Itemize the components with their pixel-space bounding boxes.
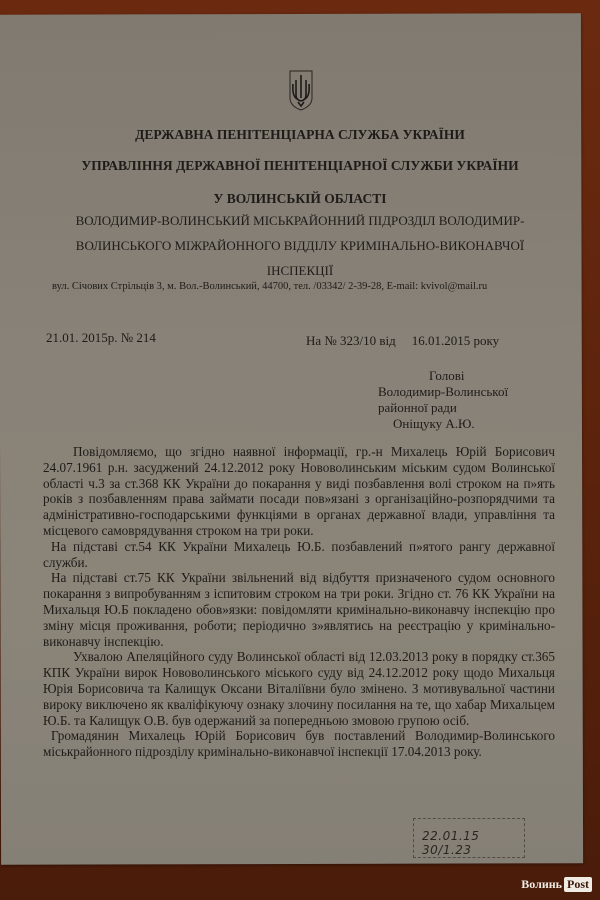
addressee-line: Голові <box>429 368 465 383</box>
ukraine-trident-icon <box>288 68 314 112</box>
unit-line: ВОЛОДИМИР-ВОЛИНСЬКИЙ МІСЬКРАЙОННИЙ ПІДРОЗДІЛ ВОЛОДИМИР- <box>75 213 525 228</box>
watermark-post: Post <box>564 877 592 892</box>
header-unit <box>40 208 560 283</box>
registration-date-number: 21.01. 2015р. № 214 <box>46 330 156 345</box>
watermark-brand: Волинь <box>521 877 562 891</box>
reference-number <box>306 333 499 349</box>
paragraph: На підставі ст.54 КК України Михалець Ю.Б. позбавлений п»ятого рангу державної служби. <box>43 538 555 570</box>
registration-stamp: 22.01.15 30/1.23 <box>413 818 525 858</box>
reference-prefix: На № 323/10 від <box>306 333 396 348</box>
paragraph: Повідомляємо, що згідно наявної інформації, гр.-н Михалець Юрій Борисович 24.07.1961 р.н. засуджений 24.12.2012 року Нововолинським міським судом Волинської області ч.3 за ст.368 КК України до покарання у виді позбавлення волі строком на п»ять років з позбавленням права займати посади пов»язані з організаційно-розпорядчими та адміністративно-господарськими функціями в органах державної влади, управління та місцевого самоврядування строком на три роки. <box>43 444 555 538</box>
contact-address: вул. Січових Стрільців 3, м. Вол.-Волинський, 44700, тел. /03342/ 2-39-28, E-mail: kvivol@mail.ru <box>52 281 488 292</box>
unit-line: ІНСПЕКЦІЇ <box>266 263 334 278</box>
addressee-line: Оніщуку А.Ю. <box>393 416 475 431</box>
header-department: УПРАВЛІННЯ ДЕРЖАВНОЇ ПЕНІТЕНЦІАРНОЇ СЛУЖБИ УКРАЇНИ <box>81 158 519 173</box>
addressee-line: Володимир-Волинської <box>378 384 509 399</box>
paragraph: Громадянин Михалець Юрій Борисович був поставлений Володимир-Волинського міськрайонного підрозділу кримінально-виконавчої інспекції 17.04.2013 року. <box>43 728 555 760</box>
reference-date: 16.01.2015 року <box>411 333 500 348</box>
addressee-line: районної ради <box>378 400 457 415</box>
header-region: У ВОЛИНСЬКІЙ ОБЛАСТІ <box>213 191 387 206</box>
unit-line: ВОЛИНСЬКОГО МІЖРАЙОННОГО ВІДДІЛУ КРИМІНАЛЬНО-ВИКОНАВЧОЇ <box>75 238 525 253</box>
addressee-block <box>378 368 508 432</box>
letter-body <box>43 444 555 760</box>
header-ministry: ДЕРЖАВНА ПЕНІТЕНЦІАРНА СЛУЖБА УКРАЇНИ <box>135 127 465 142</box>
paragraph: Ухвалою Апеляційного суду Волинської області від 12.03.2013 року в порядку ст.365 КПК України вирок Нововолинського міського суду від 24.12.2012 року щодо Михальця Юрія Борисовича та Калищук Оксани Віталіївни було змінено. З мотивувальної частини вироку виключено як кваліфікуючу ознаку злочину посилання на те, що хабар Михальцем Ю.Б. та Калищук О.В. був одержаний за попередньою змовою групою осіб. <box>43 649 555 728</box>
paragraph: На підставі ст.75 КК України звільнений від відбуття призначеного судом основного покарання з випробуванням з іспитовим строком на три роки. Згідно ст. 76 КК України на Михальця Ю.Б покладено обов»язки: повідомляти кримінально-виконавчу інспекцію про зміну місця проживання, роботи; періодично з»являтись на реєстрацію у кримінально-виконавчу інспекцію. <box>43 570 555 649</box>
site-watermark <box>521 877 592 892</box>
